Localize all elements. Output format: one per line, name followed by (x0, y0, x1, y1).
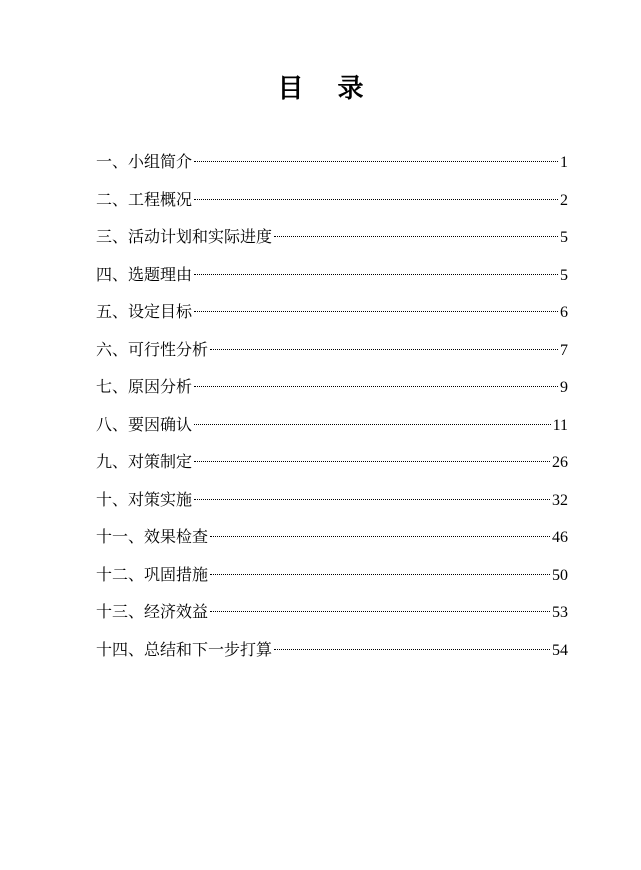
toc-entry[interactable] (96, 411, 568, 449)
toc-entry[interactable] (96, 373, 568, 411)
toc-entry-label: 七、原因分析 (96, 377, 193, 396)
toc-entry[interactable] (96, 598, 568, 636)
toc-entry-label: 十二、巩固措施 (96, 564, 209, 584)
toc-leader-dots (210, 349, 558, 350)
toc-leader-dots (194, 386, 558, 387)
toc-entry[interactable] (96, 261, 568, 299)
toc-entry[interactable] (96, 486, 568, 524)
toc-entry-label: 四、选题理由 (96, 264, 193, 284)
page-title: 目录 (277, 74, 398, 104)
toc-entry-page: 11 (552, 416, 568, 434)
toc-leader-dots (194, 199, 558, 200)
toc-entry[interactable] (96, 298, 568, 336)
toc-leader-dots (194, 161, 558, 162)
toc-entry-page: 50 (552, 566, 568, 584)
toc-leader-dots (210, 611, 550, 612)
toc-entry-page: 7 (560, 341, 568, 359)
toc-leader-dots (194, 499, 550, 500)
toc-entry-label: 八、要因确认 (96, 414, 193, 434)
toc-entry-label: 十四、总结和下一步打算 (96, 639, 273, 659)
toc-entry-page: 53 (552, 604, 568, 621)
toc-entry-label: 九、对策制定 (96, 452, 193, 471)
toc-leader-dots (194, 311, 558, 312)
toc-leader-dots (274, 649, 550, 650)
toc-entry-page: 2 (560, 191, 568, 209)
toc-entry-label: 五、设定目标 (96, 302, 193, 321)
toc-entry-label: 三、活动计划和实际进度 (96, 227, 273, 246)
toc-leader-dots (194, 461, 550, 462)
toc-entry[interactable] (96, 148, 568, 186)
toc-leader-dots (194, 274, 558, 275)
toc-entry[interactable] (96, 448, 568, 486)
toc-entry[interactable] (96, 636, 568, 674)
toc-entry-label: 十一、效果检查 (96, 527, 209, 546)
toc-leader-dots (210, 536, 550, 537)
toc-entry-label: 六、可行性分析 (96, 339, 209, 359)
table-of-contents (96, 148, 568, 673)
toc-entry-label: 二、工程概况 (96, 189, 193, 209)
toc-entry-label: 十三、经济效益 (96, 602, 209, 621)
toc-entry[interactable] (96, 561, 568, 599)
toc-entry[interactable] (96, 186, 568, 224)
toc-entry-page: 5 (560, 266, 568, 284)
toc-entry-page: 9 (560, 379, 568, 396)
toc-entry-page: 1 (560, 154, 568, 171)
toc-entry-label: 一、小组简介 (96, 152, 193, 171)
toc-entry[interactable] (96, 523, 568, 561)
toc-entry[interactable] (96, 223, 568, 261)
toc-leader-dots (210, 574, 550, 575)
toc-leader-dots (194, 424, 551, 425)
toc-entry-page: 32 (552, 491, 568, 509)
toc-entry-page: 26 (552, 454, 568, 471)
toc-entry-label: 十、对策实施 (96, 489, 193, 509)
toc-leader-dots (274, 236, 558, 237)
toc-entry-page: 46 (552, 529, 568, 546)
toc-entry-page: 5 (560, 229, 568, 246)
toc-entry-page: 6 (560, 304, 568, 321)
toc-entry[interactable] (96, 336, 568, 374)
toc-entry-page: 54 (552, 641, 568, 659)
